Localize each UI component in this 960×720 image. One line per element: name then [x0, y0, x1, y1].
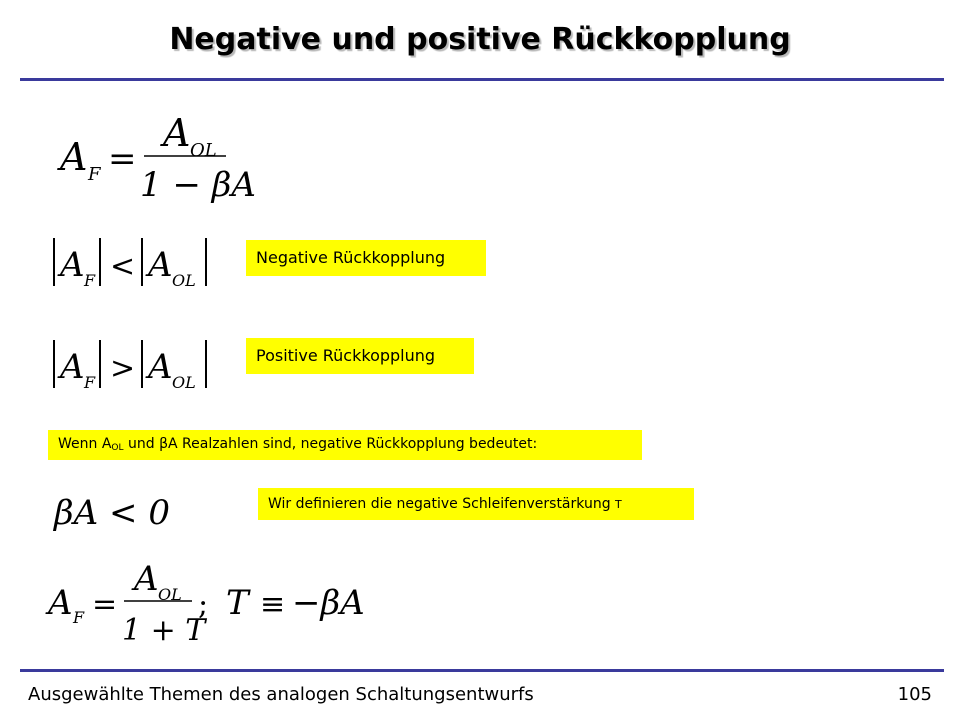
- negative-rhs-base: A: [148, 245, 173, 285]
- final-separator: ;: [198, 587, 209, 622]
- footer-divider: [20, 669, 944, 672]
- final-numerator-base: A: [134, 559, 159, 599]
- positive-operator: >: [110, 351, 136, 386]
- footer-page-number: 105: [897, 684, 932, 705]
- formula-lhs-sub: F: [88, 164, 101, 185]
- formula-equals: =: [108, 139, 137, 179]
- final-denominator: 1 + T: [122, 613, 206, 648]
- negative-lhs-sub: F: [84, 271, 96, 290]
- definition-symbol: T: [615, 498, 622, 511]
- formula-denominator: 1 − βA: [140, 165, 256, 205]
- note-real-condition: [48, 430, 642, 460]
- formula-lhs-base: A: [60, 135, 88, 179]
- final-equals: =: [92, 587, 118, 622]
- loop-gain-text: βA < 0: [54, 493, 170, 533]
- positive-rhs-sub: OL: [172, 373, 196, 392]
- formula-numerator-base: A: [163, 111, 191, 155]
- final-lhs-sub: F: [73, 608, 85, 627]
- note-definition: [258, 488, 694, 520]
- final-numerator-sub: OL: [158, 585, 182, 604]
- title-divider: [20, 78, 944, 81]
- formula-positive-condition: [48, 334, 228, 394]
- final-t-symbol: T: [226, 583, 249, 623]
- page-title: Negative und positive Rückkopplung: [169, 22, 791, 57]
- positive-lhs-sub: F: [84, 373, 96, 392]
- positive-lhs-base: A: [60, 347, 85, 387]
- condition-text-pre: Wenn A: [58, 436, 112, 452]
- note-positive-feedback: Positive Rückkopplung: [246, 338, 474, 374]
- positive-rhs-base: A: [148, 347, 173, 387]
- formula-closed-loop-gain: [58, 108, 256, 208]
- definition-text: Wir definieren die negative Schleifenverstärkung: [268, 496, 616, 512]
- note-negative-feedback: Negative Rückkopplung: [246, 240, 486, 276]
- formula-loop-gain-negative: [52, 488, 172, 536]
- condition-text-post: und βA Realzahlen sind, negative Rückkopplung bedeutet:: [123, 436, 538, 452]
- final-lhs-base: A: [48, 583, 73, 623]
- negative-lhs-base: A: [60, 245, 85, 285]
- final-equiv: ≡: [260, 587, 286, 622]
- final-rhs: −βA: [292, 583, 365, 623]
- negative-operator: <: [110, 249, 136, 284]
- condition-text-sub: OL: [111, 443, 124, 453]
- footer-course-title: Ausgewählte Themen des analogen Schaltungsentwurfs: [28, 684, 534, 705]
- formula-negative-condition: [48, 232, 228, 292]
- formula-feedback-with-loop-gain: [46, 556, 366, 652]
- negative-rhs-sub: OL: [172, 271, 196, 290]
- formula-numerator-sub: OL: [190, 140, 217, 161]
